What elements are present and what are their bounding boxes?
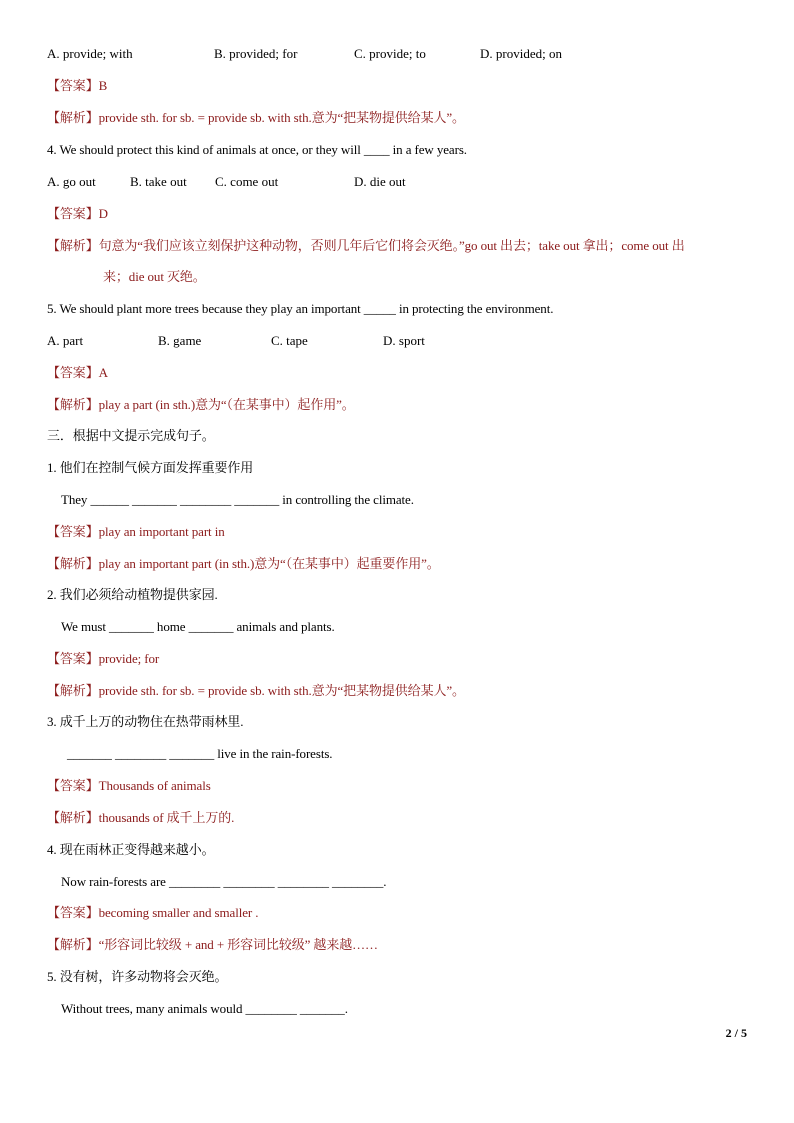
q3-explanation xyxy=(47,109,465,127)
answer-label: 【答案】 xyxy=(47,206,99,221)
q5-option-d: D. sport xyxy=(383,333,425,348)
q3-option-c: C. provide; to xyxy=(354,46,426,61)
s3-item3-english: _______ ________ _______ live in the rain-forests. xyxy=(67,746,333,761)
q3-option-b: B. provided; for xyxy=(214,46,298,61)
s3-item3-chinese: 3. 成千上万的动物住在热带雨林里. xyxy=(47,714,244,729)
explain-text: provide sth. for sb. = provide sb. with sth.意为“把某物提供给某人”。 xyxy=(98,110,465,125)
q4-option-b: B. take out xyxy=(130,174,187,189)
s3-item5-english: Without trees, many animals would ________ _______. xyxy=(61,1001,348,1016)
s3-item4-english: Now rain-forests are ________ ________ ________ ________. xyxy=(61,874,387,889)
explain-text: thousands of 成千上万的. xyxy=(98,810,235,825)
answer-text: D xyxy=(98,206,108,221)
q5-option-a: A. part xyxy=(47,333,84,348)
q4-option-d: D. die out xyxy=(354,174,406,189)
q4-explanation-line2: 来；die out 灭绝。 xyxy=(103,269,206,284)
q5-question: 5. We should plant more trees because they play an important _____ in protecting the environment. xyxy=(47,301,554,316)
explain-label: 【解析】 xyxy=(47,238,99,253)
s3-item4-answer xyxy=(47,904,258,922)
answer-text: provide; for xyxy=(98,651,160,666)
q4-option-a: A. go out xyxy=(47,174,96,189)
q5-answer xyxy=(47,364,108,382)
explain-label: 【解析】 xyxy=(47,810,99,825)
s3-item2-english: We must _______ home _______ animals and plants. xyxy=(61,619,335,634)
answer-text: becoming smaller and smaller . xyxy=(98,905,259,920)
s3-item1-english: They ______ _______ ________ _______ in controlling the climate. xyxy=(61,492,414,507)
explain-label: 【解析】 xyxy=(47,397,99,412)
s3-item5-chinese: 5. 没有树，许多动物将会灭绝。 xyxy=(47,969,228,984)
q5-option-b: B. game xyxy=(158,333,202,348)
answer-label: 【答案】 xyxy=(47,905,99,920)
s3-item1-answer xyxy=(47,523,225,541)
answer-text: B xyxy=(98,78,108,93)
s3-item4-explanation xyxy=(47,936,378,954)
q3-option-d: D. provided; on xyxy=(480,46,562,61)
s3-item1-chinese: 1. 他们在控制气候方面发挥重要作用 xyxy=(47,460,254,475)
s3-item1-explanation xyxy=(47,555,440,573)
explain-text: “形容词比较级 + and + 形容词比较级” 越来越…… xyxy=(98,937,378,952)
section-title: 三．根据中文提示完成句子。 xyxy=(47,428,215,443)
q4-explanation xyxy=(47,237,685,255)
answer-label: 【答案】 xyxy=(47,778,99,793)
q4-answer xyxy=(47,205,108,223)
s3-item3-explanation xyxy=(47,809,234,827)
q4-option-c: C. come out xyxy=(215,174,279,189)
explain-text-line1: 句意为“我们应该立刻保护这种动物，否则几年后它们将会灭绝。”go out 出去；take out 拿出；come out 出 xyxy=(98,238,685,253)
s3-item2-chinese: 2. 我们必须给动植物提供家园. xyxy=(47,587,218,602)
answer-label: 【答案】 xyxy=(47,524,99,539)
explain-label: 【解析】 xyxy=(47,937,99,952)
explain-label: 【解析】 xyxy=(47,110,99,125)
explain-text: play a part (in sth.)意为“（在某事中）起作用”。 xyxy=(98,397,355,412)
answer-label: 【答案】 xyxy=(47,365,99,380)
page-number: 2 / 5 xyxy=(725,1026,747,1040)
answer-text: Thousands of animals xyxy=(98,778,211,793)
answer-text: A xyxy=(98,365,108,380)
explain-label: 【解析】 xyxy=(47,556,99,571)
answer-text: play an important part in xyxy=(98,524,225,539)
explain-text: provide sth. for sb. = provide sb. with sth.意为“把某物提供给某人”。 xyxy=(98,683,465,698)
q5-explanation xyxy=(47,396,355,414)
answer-label: 【答案】 xyxy=(47,78,99,93)
explain-text: play an important part (in sth.)意为“（在某事中）起重要作用”。 xyxy=(98,556,440,571)
s3-item2-answer xyxy=(47,650,159,668)
answer-label: 【答案】 xyxy=(47,651,99,666)
explain-label: 【解析】 xyxy=(47,683,99,698)
s3-item4-chinese: 4. 现在雨林正变得越来越小。 xyxy=(47,842,215,857)
s3-item3-answer xyxy=(47,777,211,795)
q5-option-c: C. tape xyxy=(271,333,308,348)
s3-item2-explanation xyxy=(47,682,465,700)
q3-answer xyxy=(47,77,107,95)
q4-question: 4. We should protect this kind of animals at once, or they will ____ in a few years. xyxy=(47,142,467,157)
q3-option-a: A. provide; with xyxy=(47,46,133,61)
